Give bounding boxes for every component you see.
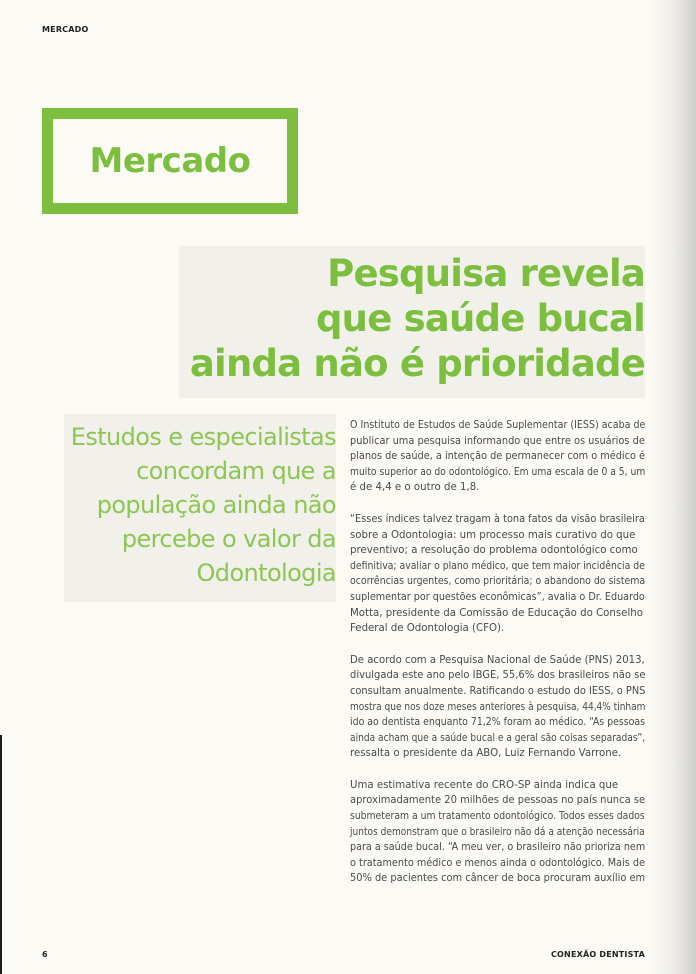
body-line: é de 4,4 e o outro de 1,8. [350,482,480,494]
subhead-line: concordam que a [136,457,336,485]
running-head: MERCADO [42,25,89,34]
article-body [350,418,645,903]
body-paragraph [350,778,645,887]
page-edge-shadow [0,735,2,974]
body-paragraph [350,418,645,496]
subhead-line: Odontologia [196,559,336,587]
page-number: 6 [42,950,48,959]
subhead-line: Estudos e especialistas [70,423,336,451]
body-line: para a saúde bucal. “A meu ver, o brasileiro não prioriza nem [350,842,646,854]
body-line: Federal de Odontologia (CFO). [350,623,505,635]
body-line: ido ao dentista enquanto 71,2% foram ao médico. “As pessoas [350,717,646,729]
body-line: publicar uma pesquisa informando que entre os usuários de [350,435,645,447]
body-line: 50% de pacientes com câncer de boca procuram auxílio em [350,873,646,885]
body-line: juntos demonstram que o brasileiro não dá a atenção necessária [350,826,645,838]
body-line: suplementar por questões econômicas”, avalia o Dr. Eduardo [350,591,645,603]
article-headline [175,251,645,386]
body-line: muito superior ao do odontológico. Em uma escala de 0 a 5, um [350,466,646,478]
body-line: “Esses índices talvez tragam à tona fatos da visão brasileira [350,513,645,525]
body-line: ocorrências urgentes, como prioritária; o abandono do sistema [350,576,646,588]
article-subhead [40,420,336,590]
body-line: sobre a Odontologia: um processo mais curativo do que [350,529,636,541]
body-line: definitiva; avaliar o plano médico, que tem maior incidência de [350,560,645,572]
headline-line: que saúde bucal [315,297,645,340]
body-line: o tratamento médico e menos ainda o odontológico. Mais de [350,857,645,869]
body-line: ainda acham que a saúde bucal e a geral são coisas separadas”, [350,732,646,744]
body-line: De acordo com a Pesquisa Nacional de Saúde (PNS) 2013, [350,654,645,666]
body-line: consultam anualmente. Ratificando o estudo do IESS, o PNS [350,685,646,697]
section-title: Mercado [89,141,251,181]
section-title-box [42,108,298,214]
body-paragraph [350,653,645,762]
body-line: Uma estimativa recente do CRO-SP ainda indica que [350,779,619,791]
body-paragraph [350,512,645,637]
body-line: preventivo; a resolução do problema odontológico como [350,545,638,557]
headline-line: Pesquisa revela [327,252,645,295]
body-line: mostra que nos doze meses anteriores à pesquisa, 44,4% tinham [350,701,646,713]
body-line: O Instituto de Estudos de Saúde Suplementar (IESS) acaba de [350,420,646,431]
subhead-line: percebe o valor da [121,525,336,553]
body-line: ressalta o presidente da ABO, Luiz Fernando Varrone. [350,748,622,760]
body-line: planos de saúde, a intenção de permanecer com o médico é [350,451,645,463]
body-line: aproximadamente 20 milhões de pessoas no país nunca se [350,795,646,807]
page-gutter-shadow [648,0,696,974]
body-line: divulgada este ano pelo IBGE, 55,6% dos brasileiros não se [350,670,646,682]
body-line: Motta, presidente da Comissão de Educação do Conselho [350,607,643,619]
subhead-line: população ainda não [96,491,336,519]
body-line: submeteram a um tratamento odontológico. Todos esses dados [350,811,645,823]
magazine-name: CONEXÃO DENTISTA [550,950,645,959]
headline-line: ainda não é prioridade [189,342,645,385]
